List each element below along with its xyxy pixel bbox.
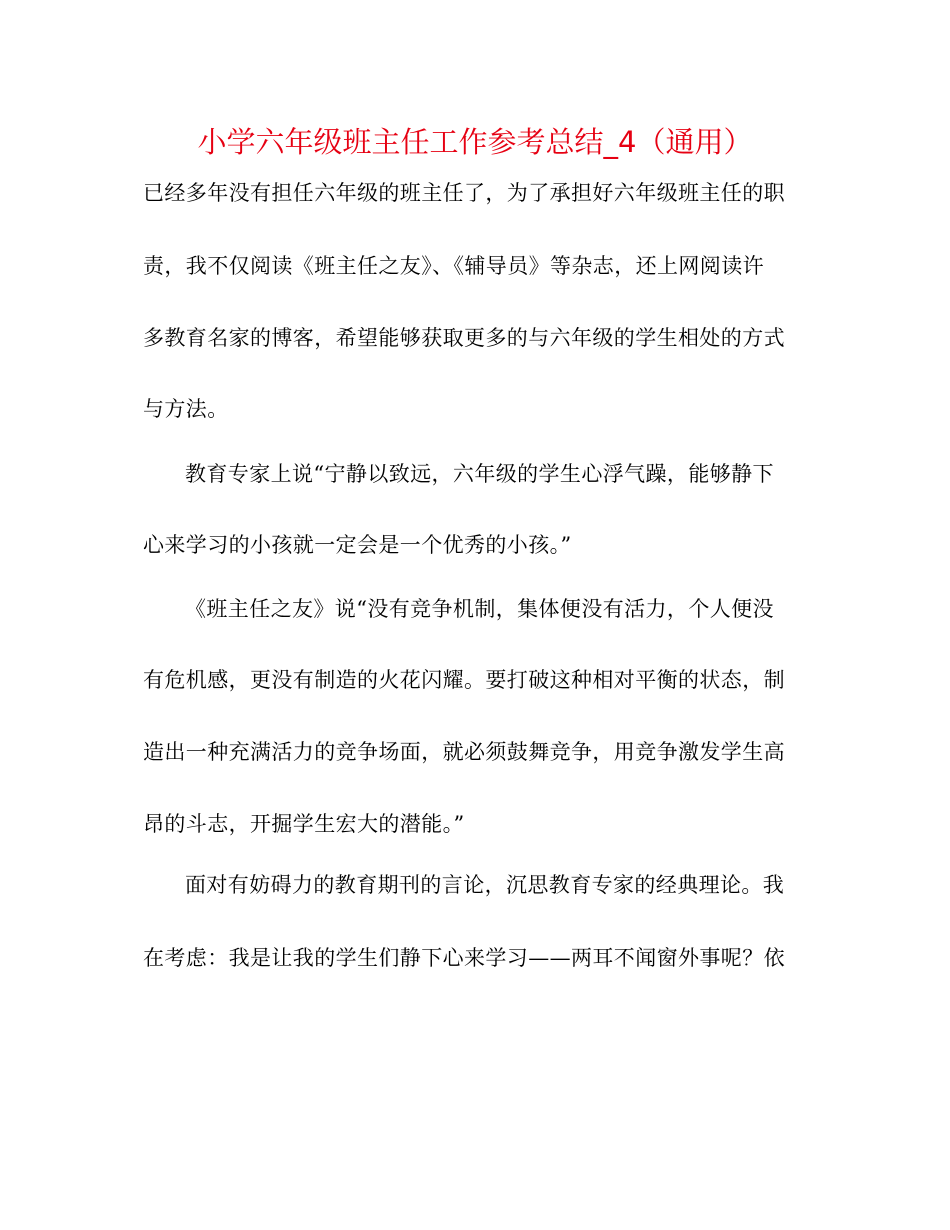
body-line: 与方法。 [143, 397, 229, 421]
body-line: 教育专家上说“宁静以致远，六年级的学生心浮气躁，能够静下 [185, 462, 774, 486]
body-line: 造出一种充满活力的竞争场面，就必须鼓舞竞争，用竞争激发学生高 [143, 740, 785, 764]
body-line: 多教育名家的博客，希望能够获取更多的与六年级的学生相处的方式 [143, 326, 785, 350]
body-line: 《班主任之友》说“没有竞争机制，集体便没有活力，个人便没 [185, 597, 774, 621]
body-line: 心来学习的小孩就一定会是一个优秀的小孩。” [143, 533, 572, 557]
body-line: 面对有妨碍力的教育期刊的言论，沉思教育专家的经典理论。我 [185, 873, 785, 897]
document-title: 小学六年级班主任工作参考总结_4（通用） [197, 125, 753, 159]
body-line: 在考虑：我是让我的学生们静下心来学习——两耳不闻窗外事呢？依 [143, 946, 785, 970]
body-line: 有危机感，更没有制造的火花闪耀。要打破这种相对平衡的状态，制 [143, 668, 785, 692]
body-line: 责，我不仅阅读《班主任之友》、《辅导员》等杂志，还上网阅读许 [143, 254, 764, 278]
body-line: 已经多年没有担任六年级的班主任了，为了承担好六年级班主任的职 [143, 181, 785, 205]
body-line: 昂的斗志，开掘学生宏大的潜能。” [143, 812, 465, 836]
